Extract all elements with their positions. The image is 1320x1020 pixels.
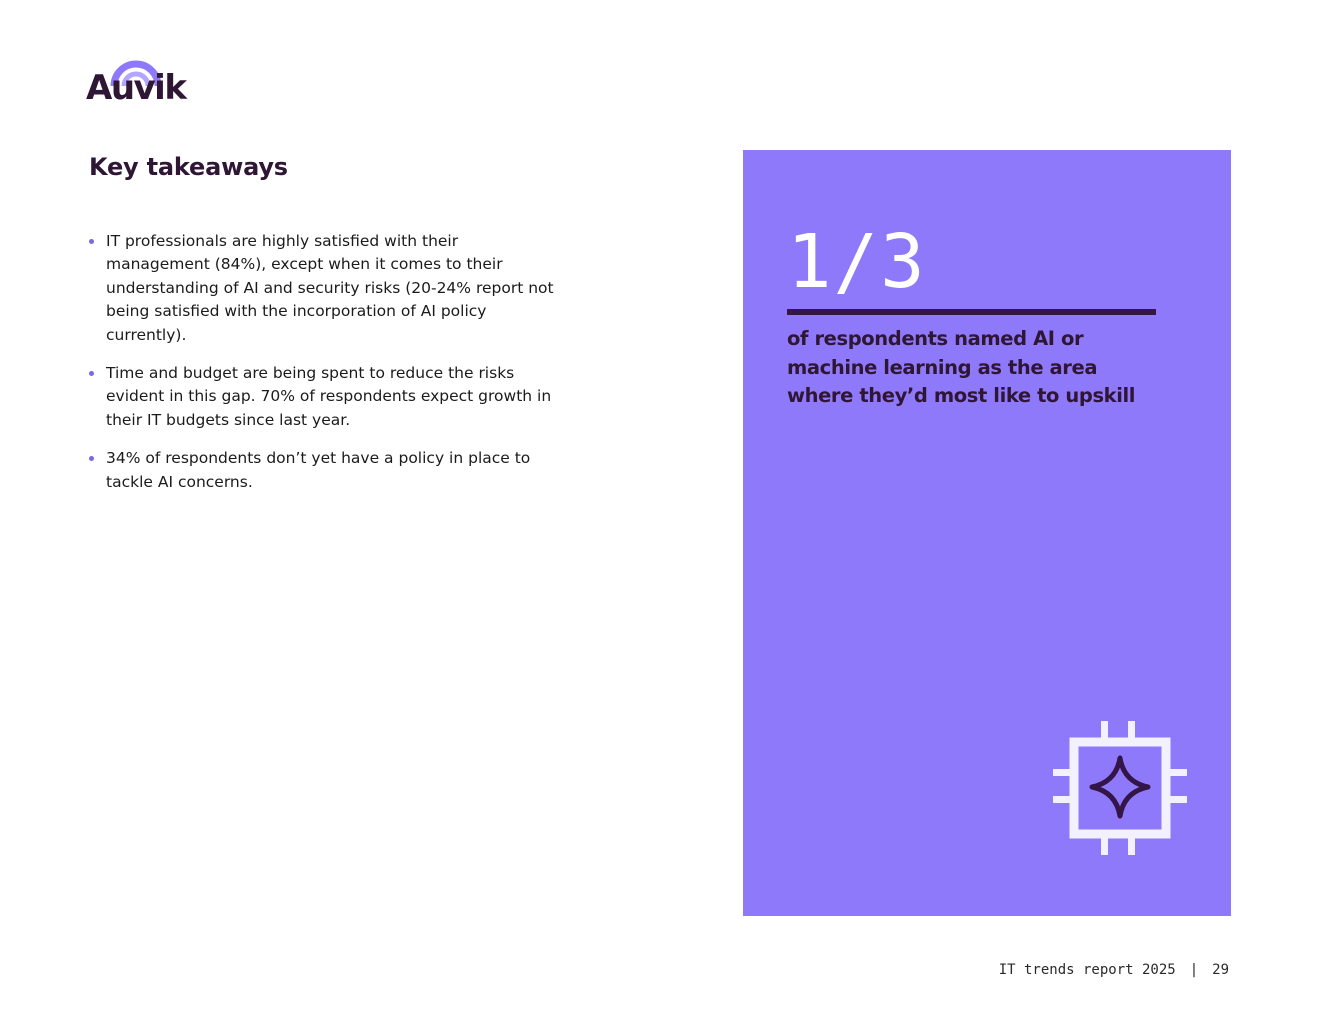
brand-logo xyxy=(86,52,186,108)
list-item xyxy=(89,362,559,432)
stat-divider xyxy=(787,309,1156,315)
ai-chip-sparkle-icon xyxy=(1053,721,1187,855)
takeaway-text: Time and budget are being spent to reduce the risks evident in this gap. 70% of respondents expect growth in their IT budgets since last year. xyxy=(106,364,552,429)
takeaways-list xyxy=(89,230,559,509)
page-number: 29 xyxy=(1212,962,1229,978)
stat-panel xyxy=(743,150,1231,916)
report-title: IT trends report 2025 xyxy=(998,962,1176,978)
list-item xyxy=(89,230,559,347)
bullet-dot-icon xyxy=(89,456,94,461)
stat-caption: of respondents named AI or machine learning as the area where they’d most like to upskill xyxy=(787,327,1136,407)
page-title: Key takeaways xyxy=(89,153,288,181)
takeaway-text: IT professionals are highly satisfied with their management (84%), except when it comes to their understanding of AI and security risks (20-24% report not being satisfied with the incorporation of AI policy currently). xyxy=(106,232,554,344)
list-item xyxy=(89,447,559,494)
takeaway-text: 34% of respondents don’t yet have a policy in place to tackle AI concerns. xyxy=(106,449,531,491)
logo-wordmark: Auvik xyxy=(86,68,186,108)
page-footer xyxy=(999,960,1229,980)
footer-separator: | xyxy=(1189,962,1199,978)
bullet-dot-icon xyxy=(89,371,94,376)
stat-number: 1/3 xyxy=(787,219,927,305)
bullet-dot-icon xyxy=(89,239,94,244)
